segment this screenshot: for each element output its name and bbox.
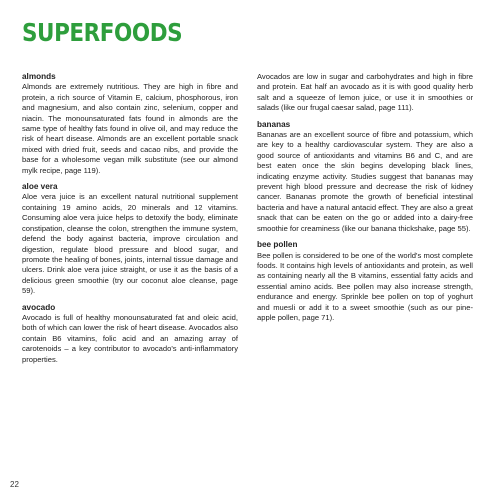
entry-title: bananas <box>257 119 291 129</box>
page-title: SUPERFOODS <box>22 18 183 47</box>
right-column <box>257 72 473 329</box>
page-number: 22 <box>10 480 19 489</box>
entry-title: avocado <box>22 302 56 312</box>
entry-text: Avocado is full of healthy monounsaturated fat and oleic acid, both of which can lower the risk of heart disease. Avocados also contain B6 vitamins, folic acid and an amazing array of carotenoids – a key contributor to avocado's anti-inflammatory properties. <box>22 312 238 364</box>
entry-avocado <box>22 303 238 365</box>
entry-title: aloe vera <box>22 182 58 192</box>
entry-almonds <box>22 72 238 176</box>
entry-text: Bee pollen is considered to be one of the world's most complete foods. It contains high levels of antioxidants and protein, as well as containing nearly all the B vitamins, essential fatty acids and essential amino acids. Bee pollen may also increase strength, endurance and energy. Sprinkle bee pollen on top of yoghurt and muesli or add it to a sweet smoothie (such as our pine-apple pollen, page 71). <box>257 250 473 322</box>
entry-title: bee pollen <box>257 240 298 250</box>
entry-avocado-continued <box>257 72 473 114</box>
entry-aloe-vera <box>22 182 238 296</box>
entry-bananas <box>257 120 473 234</box>
left-column <box>22 72 238 371</box>
entry-title: almonds <box>22 72 56 81</box>
entry-bee-pollen <box>257 240 473 323</box>
entry-text: Avocados are low in sugar and carbohydrates and high in fibre and protein. Eat half an avocado as it is with good quality herb salt and a squeeze of lemon juice, or use it in smoothies or salads (like our frugal caesar salad, page 111). <box>257 72 473 113</box>
entry-text: Bananas are an excellent source of fibre and potassium, which are key to a healthy cardiovascular system. They are also a good source of antioxidants and vitamins B6 and C, and are best eaten once the skin begins developing black lines, indicating enzyme activity. Studies suggest that bananas may prevent high blood pressure and decrease the risk of kidney cancer. Bananas promote the growth of beneficial intestinal bacteria and have a natural antacid effect. They are also a great snack that can be eaten on the go or added into a dairy-free smoothie for creaminess (like our banana thickshake, page 55). <box>257 130 473 233</box>
entry-text: Aloe vera juice is an excellent natural nutritional supplement containing 19 amino acids, 20 minerals and 12 vitamins. Consuming aloe vera juice helps to detoxify the body, eliminate constipation, cleanse the colon, strengthen the immune system, defend the body against bacteria, improve circulation and digestion, regulate blood pressure and blood sugar, and promote the healing of bones, joints, internal tissue damage and ulcers. Drink aloe vera juice straight, or use it as the basis of a delicious green smoothie (try our coconut aloe cleanse, page 59). <box>22 192 238 296</box>
entry-text: Almonds are extremely nutritious. They are high in fibre and protein, a rich source of Vitamin E, calcium, phosphorous, iron and magnesium, and also contain zinc, selenium, copper and niacin. The monounsaturated fats found in almonds are the same type of healthy fats found in olive oil, and may reduce the risk of heart disease. Almonds are an excellent portable snack mixed with dried fruit, seeds and cacao nibs, and provide the base for a wholesome vegan milk substitute (see our almond mylk recipe, page 119). <box>22 82 238 175</box>
